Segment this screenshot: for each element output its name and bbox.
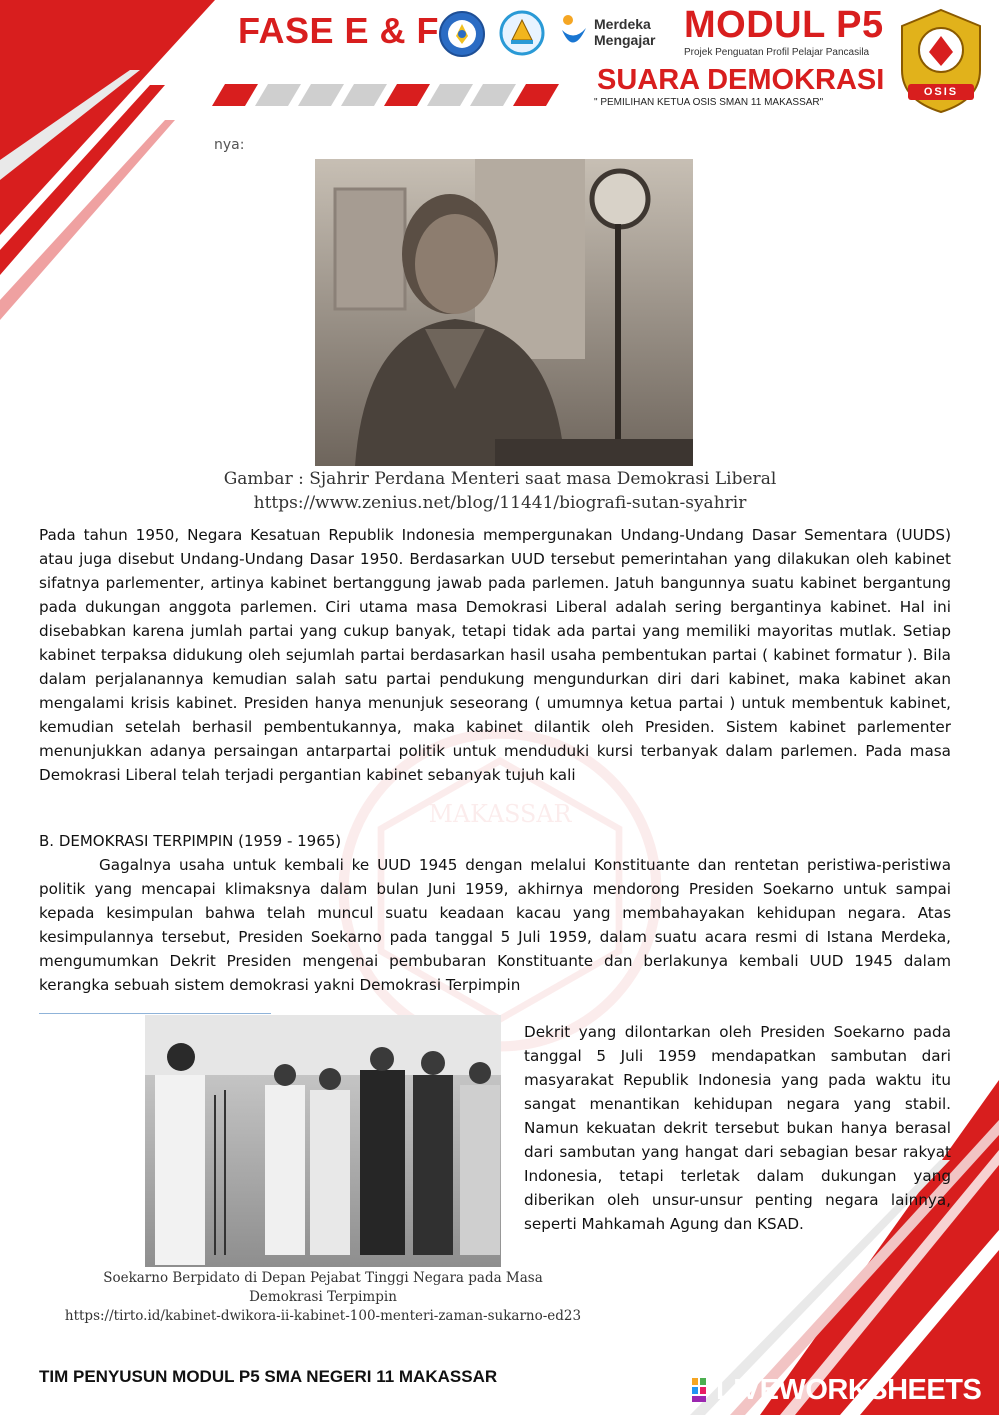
figure2-caption-line1: Soekarno Berpidato di Depan Pejabat Tinggi Negara pada Masa bbox=[103, 1270, 543, 1286]
paragraph-demokrasi-terpimpin: Gagalnya usaha untuk kembali ke UUD 1945 dengan melalui Konstituante dan rentetan peristiwa-peristiwa politik yang mencapai klimaksnya dalam bulan Juni 1959, akhirnya mendorong Presiden Soekarno untuk sampai kepada kesimpulan bahwa telah muncul suatu keadaan kacau yang membahayakan kehidupan negara. Atas kesimpulannya tersebut, Presiden Soekarno pada tanggal 5 Juli 1959, dalam suatu acara resmi di Istana Merdeka, mengumumkan Dekrit Presiden mengenai pembubaran Konstituante dan berlakunya kembali UUD 1945 dalam kerangka sebuah sistem demokrasi yakni Demokrasi Terpimpin bbox=[39, 856, 951, 994]
figure1-source: https://www.zenius.net/blog/11441/biografi-sutan-syahrir bbox=[253, 493, 747, 513]
province-emblem-icon bbox=[499, 10, 545, 56]
osis-badge-text: OSIS bbox=[923, 86, 959, 98]
merdeka-line1: Merdeka bbox=[594, 16, 651, 32]
theme-subtitle: " PEMILIHAN KETUA OSIS SMAN 11 MAKASSAR" bbox=[594, 97, 824, 108]
figure1-caption: Gambar : Sjahrir Perdana Menteri saat masa Demokrasi Liberal bbox=[223, 469, 777, 489]
section-b-heading: B. DEMOKRASI TERPIMPIN (1959 - 1965) bbox=[39, 832, 342, 850]
modul-title: MODUL P5 bbox=[684, 4, 884, 46]
merdeka-line2: Mengajar bbox=[594, 32, 656, 48]
osis-logo bbox=[898, 8, 984, 114]
page-fragment: nya: bbox=[214, 141, 245, 153]
fase-label: FASE E & F bbox=[238, 10, 440, 51]
footer-team: TIM PENYUSUN MODUL P5 SMA NEGERI 11 MAKASSAR bbox=[39, 1367, 498, 1386]
merdeka-mengajar-icon bbox=[558, 12, 588, 56]
figure2-caption-line2: Demokrasi Terpimpin bbox=[249, 1289, 397, 1305]
merdeka-mengajar-label bbox=[594, 16, 655, 48]
modul-subtitle: Projek Penguatan Profil Pelajar Pancasila bbox=[684, 47, 870, 58]
tut-wuri-handayani-icon bbox=[438, 10, 486, 58]
liveworksheets-icon bbox=[692, 1378, 714, 1402]
svg-text:MAKASSAR: MAKASSAR bbox=[428, 800, 572, 828]
sjahrir-photo bbox=[315, 159, 693, 466]
divider bbox=[39, 1013, 271, 1014]
paragraph-dekrit: Dekrit yang dilontarkan oleh Presiden Soekarno pada tanggal 5 Juli 1959 mendapatkan sambutan dari masyarakat Republik Indonesia yang pada waktu itu sangat menantikan kehidupan negara yang stabil. Namun kekuatan dekrit tersebut bukan hanya berasal dari sambutan yang hangat dari sebagian besar rakyat Indonesia, tetapi terletak dalam dukungan yang diberikan oleh unsur-unsur penting negara lainnya, seperti Mahkamah Agung dan KSAD. bbox=[524, 1023, 951, 1233]
soekarno-photo bbox=[145, 1015, 501, 1267]
liveworksheets-brand[interactable]: LIVEWORKSHEETS bbox=[716, 1374, 982, 1406]
paragraph-demokrasi-liberal: Pada tahun 1950, Negara Kesatuan Republik Indonesia mempergunakan Undang‑Undang Dasar Sementara (UUDS) atau juga disebut Undang-Undang Dasar 1950. Berdasarkan UUD tersebut pemerintahan yang dilakukan oleh kabinet sifatnya parlementer, artinya kabinet bertanggung jawab pada parlemen. Jatuh bangunnya suatu kabinet bergantung pada dukungan anggota parlemen. Ciri utama masa Demokrasi Liberal adalah sering bergantinya kabinet. Hal ini disebabkan karena jumlah partai yang cukup banyak, tetapi tidak ada partai yang memiliki mayoritas mutlak. Setiap kabinet terpaksa didukung oleh sejumlah partai berdasarkan hasil usaha pembentukan partai ( kabinet formatur ). Bila dalam perjalanannya kemudian salah satu partai pendukung mengundurkan diri dari kabinet, maka kabinet akan mengalami krisis kabinet. Presiden hanya menunjuk seseorang ( umumnya ketua partai ) untuk membentuk kabinet, kemudian setelah berhasil pembentukannya, maka kabinet dilantik oleh Presiden. Sistem kabinet parlementer menunjukkan adanya persaingan antarpartai politik untuk menduduki kursi terbanyak dalam parlemen. Pada masa Demokrasi Liberal telah terjadi pergantian kabinet sebanyak tujuh kali bbox=[39, 526, 951, 784]
theme-title: SUARA DEMOKRASI bbox=[597, 64, 885, 96]
figure2-source: https://tirto.id/kabinet-dwikora-ii-kabinet-100-menteri-zaman-sukarno-ed23 bbox=[64, 1308, 582, 1324]
